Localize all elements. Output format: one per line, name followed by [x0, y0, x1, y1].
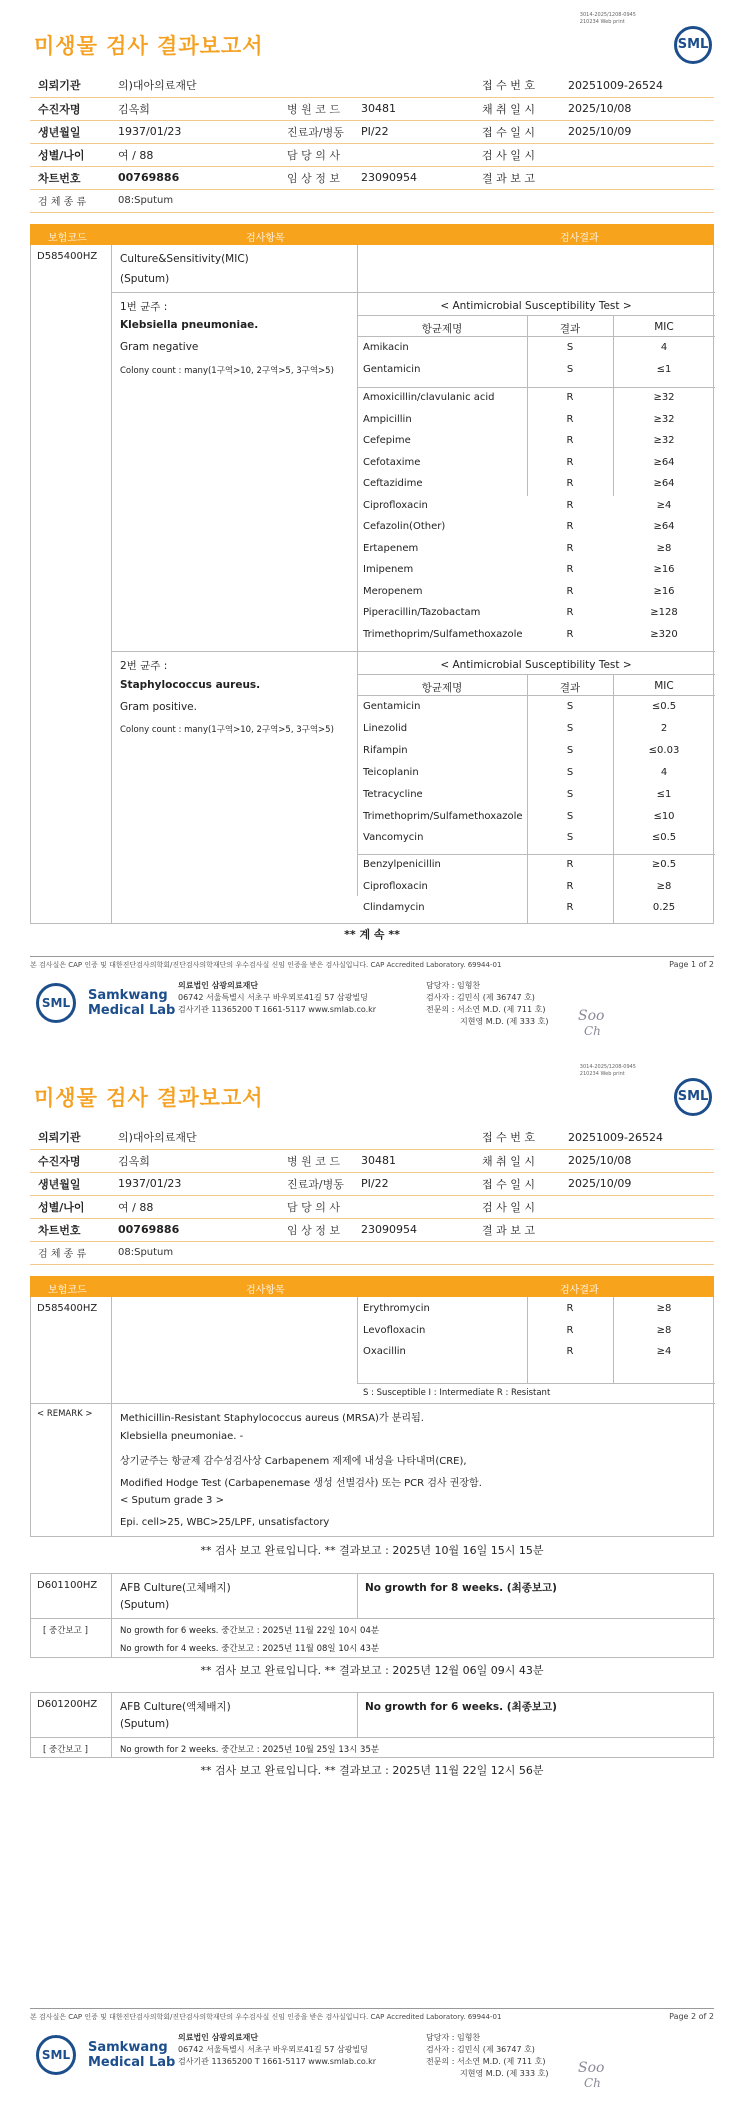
drug-result: S	[566, 788, 574, 800]
drug-result: S	[566, 722, 574, 734]
patient-header-2: 의뢰기관 의)대아의료재단 접 수 번 호 20251009-26524 수진자명 김옥희 병 원 코 드 30481 채 취 일 시 2025/10/08 생년월일 1937/01/23 진료과/병동 PI/22 접 수 일 시 2025/10/09 성별/나이 여 / 88 담 당 의 사 검 사 일 시 차트번호 00769886 임 상 정 보 23090954 결 과 보 고 검 체 종 류 08:Sputum	[30, 1126, 714, 1265]
label-chart: 차트번호	[30, 166, 110, 189]
drug-name: Clindamycin	[363, 902, 425, 913]
afb1-mid1: No growth for 6 weeks. 중간보고 : 2025년 11월 22일 10시 04분	[120, 1626, 380, 1636]
ast-col-result: 결과	[559, 323, 581, 335]
drug-result: R	[566, 392, 574, 403]
drug-name: Piperacillin/Tazobactam	[363, 607, 481, 618]
continued-note: ** 계 속 **	[344, 928, 400, 941]
label-name: 수진자명	[30, 97, 110, 120]
label-recno: 접 수 번 호	[470, 74, 560, 97]
org2-colony: Colony count : many(1구역>10, 2구역>5, 3구역>5)	[120, 725, 334, 735]
org2-name: Staphylococcus aureus.	[120, 679, 261, 691]
drug-name: Gentamicin	[363, 363, 421, 375]
afb2-code: D601200HZ	[37, 1699, 98, 1710]
drug-name: Amoxicillin/clavulanic acid	[363, 392, 495, 403]
drug-mic: ≥64	[653, 478, 675, 489]
value-spec: 08:Sputum	[110, 189, 714, 212]
value-name: 김옥희	[110, 97, 275, 120]
legend: S : Susceptible I : Intermediate R : Resistant	[363, 1388, 551, 1398]
label-birth: 생년월일	[30, 120, 110, 143]
drug-mic: ≥8	[656, 880, 672, 892]
drug-mic: ≤1	[656, 788, 672, 800]
drug-name: Imipenem	[363, 564, 414, 575]
drug-mic: ≥32	[653, 435, 675, 446]
column-header	[30, 224, 714, 245]
drug-mic: ≤1	[656, 363, 672, 375]
drug-result: S	[566, 832, 574, 844]
value-hosp: 30481	[353, 97, 470, 120]
report-title-2: 미생물 검사 결과보고서	[34, 1086, 264, 1110]
page-number: Page 1 of 2	[669, 960, 714, 969]
value-doctor	[353, 143, 470, 166]
report-title: 미생물 검사 결과보고서	[34, 34, 264, 58]
drug-mic: ≥32	[653, 413, 675, 425]
drug-name: Ceftazidime	[363, 478, 423, 489]
drug-name: Cefotaxime	[363, 456, 421, 468]
label-doctor: 담 당 의 사	[275, 143, 353, 166]
cap-note-2: 본 검사실은 CAP 인증 및 대한진단검사의학회/진단검사의학재단의 우수검사실 신임 인증을 받은 검사실입니다. CAP Accredited Laboratory. 69944-01	[30, 2013, 502, 2021]
drug-mic: ≥64	[653, 521, 675, 532]
drug-name: Cefepime	[363, 435, 411, 446]
drug-name: Ampicillin	[363, 413, 412, 425]
label-org: 의뢰기관	[30, 74, 110, 97]
remark-line: Epi. cell>25, WBC>25/LPF, unsatisfactory	[120, 1516, 330, 1528]
drug-name: Oxacillin	[363, 1346, 406, 1357]
value-dept: PI/22	[353, 120, 470, 143]
cap-note: 본 검사실은 CAP 인증 및 대한진단검사의학회/진단검사의학재단의 우수검사실 신임 인증을 받은 검사실입니다. CAP Accredited Laboratory. 69944-01	[30, 961, 502, 969]
drug-result: R	[566, 1346, 574, 1357]
ast-col-result-2: 결과	[559, 682, 581, 694]
label-collect: 채 취 일 시	[470, 97, 560, 120]
test-code-2: D585400HZ	[37, 1303, 98, 1314]
value-clin: 23090954	[353, 166, 470, 189]
drug-mic: ≥4	[656, 499, 672, 511]
afb-liquid	[30, 1692, 714, 1758]
drug-result: R	[566, 478, 574, 489]
org1-gram: Gram negative	[120, 341, 199, 353]
done-2: ** 검사 보고 완료입니다. ** 결과보고 : 2025년 12월 06일 09시 43분	[200, 1664, 544, 1677]
drug-result: S	[566, 342, 574, 353]
value-sex: 여 / 88	[110, 143, 275, 166]
value-testdate	[560, 143, 714, 166]
drug-result: R	[566, 585, 574, 597]
drug-result: R	[566, 542, 574, 554]
drug-mic: ≤0.5	[651, 701, 677, 712]
drug-name: Vancomycin	[363, 832, 424, 844]
drug-mic: ≤10	[653, 810, 675, 822]
org1-label: 1번 균주 :	[120, 301, 168, 313]
afb1-name: AFB Culture(고체배지)	[120, 1582, 231, 1594]
afb1-mid-label: [ 중간보고 ]	[43, 1626, 88, 1636]
drug-result: R	[566, 880, 574, 892]
sml-logo: SML	[674, 26, 712, 64]
org1-colony: Colony count : many(1구역>10, 2구역>5, 3구역>5)	[120, 366, 334, 376]
drug-name: Ciprofloxacin	[363, 499, 428, 511]
col-code: 보험코드	[48, 233, 87, 244]
test-code: D585400HZ	[37, 251, 98, 262]
drug-result: S	[566, 701, 574, 712]
drug-result: R	[566, 859, 574, 870]
value-org: 의)대아의료재단	[110, 74, 470, 97]
drug-mic: 4	[660, 766, 668, 778]
lab-address-2: 의료법인 삼광의료재단 06742 서울특별시 서초구 바우뫼로41길 57 삼광빌딩 검사기관 11365200 T 1661-5117 www.smlab.co.kr	[178, 2033, 377, 2066]
signature-2: Soo Ch	[578, 2060, 605, 2090]
drug-result: R	[566, 499, 574, 511]
drug-name: Teicoplanin	[363, 766, 419, 778]
value-chart: 00769886	[110, 166, 275, 189]
label-receive: 접 수 일 시	[470, 120, 560, 143]
drug-name: Gentamicin	[363, 701, 421, 712]
drug-result: R	[566, 521, 574, 532]
drug-mic: 4	[660, 342, 668, 353]
remark-line: Klebsiella pneumoniae. -	[120, 1430, 244, 1442]
sml-logo-2: SML	[674, 1078, 712, 1116]
afb2-mid1: No growth for 2 weeks. 중간보고 : 2025년 10월 25일 13시 35분	[120, 1745, 380, 1755]
drug-name: Tetracycline	[363, 788, 423, 800]
value-collect: 2025/10/08	[560, 97, 714, 120]
label-hosp: 병 원 코 드	[275, 97, 353, 120]
drug-mic: ≤0.5	[651, 832, 677, 844]
drug-result: S	[566, 363, 574, 375]
drug-name: Cefazolin(Other)	[363, 521, 446, 532]
drug-result: S	[566, 744, 574, 756]
drug-name: Erythromycin	[363, 1303, 430, 1314]
drug-mic: ≥0.5	[651, 859, 677, 870]
org1-name: Klebsiella pneumoniae.	[120, 319, 259, 331]
drug-name: Amikacin	[363, 342, 409, 353]
patient-header	[30, 74, 714, 213]
test-name: Culture&Sensitivity(MIC)	[120, 253, 249, 265]
org2-label: 2번 균주 :	[120, 660, 168, 672]
col-result: 검사결과	[560, 233, 599, 244]
label-spec: 검 체 종 류	[30, 189, 110, 212]
drug-result: R	[566, 564, 574, 575]
result-table-2	[30, 1297, 714, 1537]
afb2-name: AFB Culture(액체배지)	[120, 1701, 231, 1713]
label-clin: 임 상 정 보	[275, 166, 353, 189]
drug-result: R	[566, 435, 574, 446]
drug-mic: 0.25	[652, 902, 676, 913]
afb2-mid-label: [ 중간보고 ]	[43, 1745, 88, 1755]
lab-name-2: Samkwang Medical Lab	[88, 2040, 176, 2070]
afb2-spec: (Sputum)	[120, 1718, 170, 1730]
drug-result: R	[566, 607, 574, 618]
label-testdate: 검 사 일 시	[470, 143, 560, 166]
drug-result: R	[566, 1303, 574, 1314]
column-header-2: 보험코드 검사항목 검사결과	[30, 1276, 714, 1297]
report-page-2	[0, 1052, 744, 2104]
drug-name: Meropenem	[363, 585, 423, 597]
ast-col-mic-2: MIC	[654, 680, 674, 692]
afb2-result: No growth for 6 weeks. (최종보고)	[365, 1701, 557, 1713]
drug-name: Levofloxacin	[363, 1324, 426, 1336]
label-report: 결 과 보 고	[470, 166, 560, 189]
value-receive: 2025/10/09	[560, 120, 714, 143]
signature: Soo Ch	[578, 1008, 605, 1038]
drug-result: R	[566, 456, 574, 468]
drug-mic: ≥320	[650, 628, 678, 640]
drug-name: Rifampin	[363, 744, 408, 756]
remark-line: Modified Hodge Test (Carbapenemase 생성 선별검사) 또는 PCR 검사 권장함.	[120, 1477, 482, 1489]
drug-name: Trimethoprim/Sulfamethoxazole	[363, 810, 523, 822]
afb1-spec: (Sputum)	[120, 1599, 170, 1611]
value-report	[560, 166, 714, 189]
label-sex: 성별/나이	[30, 143, 110, 166]
drug-result: R	[566, 413, 574, 425]
done-3: ** 검사 보고 완료입니다. ** 결과보고 : 2025년 11월 22일 12시 56분	[200, 1764, 544, 1777]
drug-name: Benzylpenicillin	[363, 859, 441, 870]
ast-col-drug: 항균제명	[421, 323, 463, 335]
done-1: ** 검사 보고 완료입니다. ** 결과보고 : 2025년 10월 16일 15시 15분	[200, 1544, 544, 1557]
label-dept: 진료과/병동	[275, 120, 353, 143]
drug-name: Ertapenem	[363, 542, 419, 554]
remark-line: 상기균주는 항균제 감수성검사상 Carbapenem 제제에 내성을 나타내며(CRE),	[120, 1456, 467, 1467]
drug-mic: ≤0.03	[648, 744, 680, 756]
value-birth: 1937/01/23	[110, 120, 275, 143]
print-stamp: 3014-2025/1208-0945 210234 Web print	[579, 12, 636, 25]
print-stamp-2: 3014-2025/1208-0945 210234 Web print	[579, 1064, 636, 1077]
drug-mic: ≥32	[653, 392, 675, 403]
drug-mic: 2	[660, 722, 668, 734]
drug-mic: ≥4	[656, 1346, 672, 1357]
drug-name: Linezolid	[363, 722, 408, 734]
drug-mic: ≥8	[656, 1303, 672, 1314]
test-spec: (Sputum)	[120, 273, 170, 285]
ast-col-mic: MIC	[654, 321, 674, 333]
remark-label: < REMARK >	[37, 1409, 93, 1419]
page-number-2: Page 2 of 2	[669, 2012, 714, 2021]
drug-result: S	[566, 766, 574, 778]
drug-result: R	[566, 902, 574, 913]
drug-result: R	[566, 628, 574, 640]
drug-mic: ≥8	[656, 542, 672, 554]
org2-gram: Gram positive.	[120, 701, 197, 713]
ast-title-2: < Antimicrobial Susceptibility Test >	[440, 659, 632, 671]
afb1-code: D601100HZ	[37, 1580, 98, 1591]
result-table	[30, 245, 714, 924]
afb-solid	[30, 1573, 714, 1658]
drug-name: Trimethoprim/Sulfamethoxazole	[363, 628, 523, 640]
drug-mic: ≥8	[656, 1324, 672, 1336]
drug-mic: ≥16	[653, 564, 675, 575]
drug-name: Ciprofloxacin	[363, 880, 428, 892]
lab-staff: 담당자 : 임형찬 검사자 : 김민식 (제 36747 호) 전문의 : 서소연 M.D. (제 711 호) 지현영 M.D. (제 333 호)	[426, 981, 549, 1026]
lab-staff-2: 담당자 : 임형찬 검사자 : 김민식 (제 36747 호) 전문의 : 서소연 M.D. (제 711 호) 지현영 M.D. (제 333 호)	[426, 2033, 549, 2078]
footer-logo-2: SML	[36, 2035, 76, 2075]
drug-result: R	[566, 1324, 574, 1336]
drug-mic: ≥64	[653, 456, 675, 468]
drug-mic: ≥16	[653, 585, 675, 597]
drug-result: S	[566, 810, 574, 822]
afb1-mid2: No growth for 4 weeks. 중간보고 : 2025년 11월 08일 10시 43분	[120, 1644, 380, 1654]
drug-mic: ≥128	[650, 607, 678, 618]
ast-col-drug-2: 항균제명	[421, 682, 463, 694]
value-recno: 20251009-26524	[560, 74, 714, 97]
remark-line: < Sputum grade 3 >	[120, 1495, 224, 1506]
ast-title: < Antimicrobial Susceptibility Test >	[440, 300, 632, 312]
lab-address: 의료법인 삼광의료재단 06742 서울특별시 서초구 바우뫼로41길 57 삼광빌딩 검사기관 11365200 T 1661-5117 www.smlab.co.kr	[178, 981, 377, 1014]
footer-logo: SML	[36, 983, 76, 1023]
afb1-result: No growth for 8 weeks. (최종보고)	[365, 1582, 557, 1594]
col-item: 검사항목	[246, 233, 285, 244]
lab-name: Samkwang Medical Lab	[88, 988, 176, 1018]
remark-line: Methicillin-Resistant Staphylococcus aureus (MRSA)가 분리됨.	[120, 1413, 424, 1424]
